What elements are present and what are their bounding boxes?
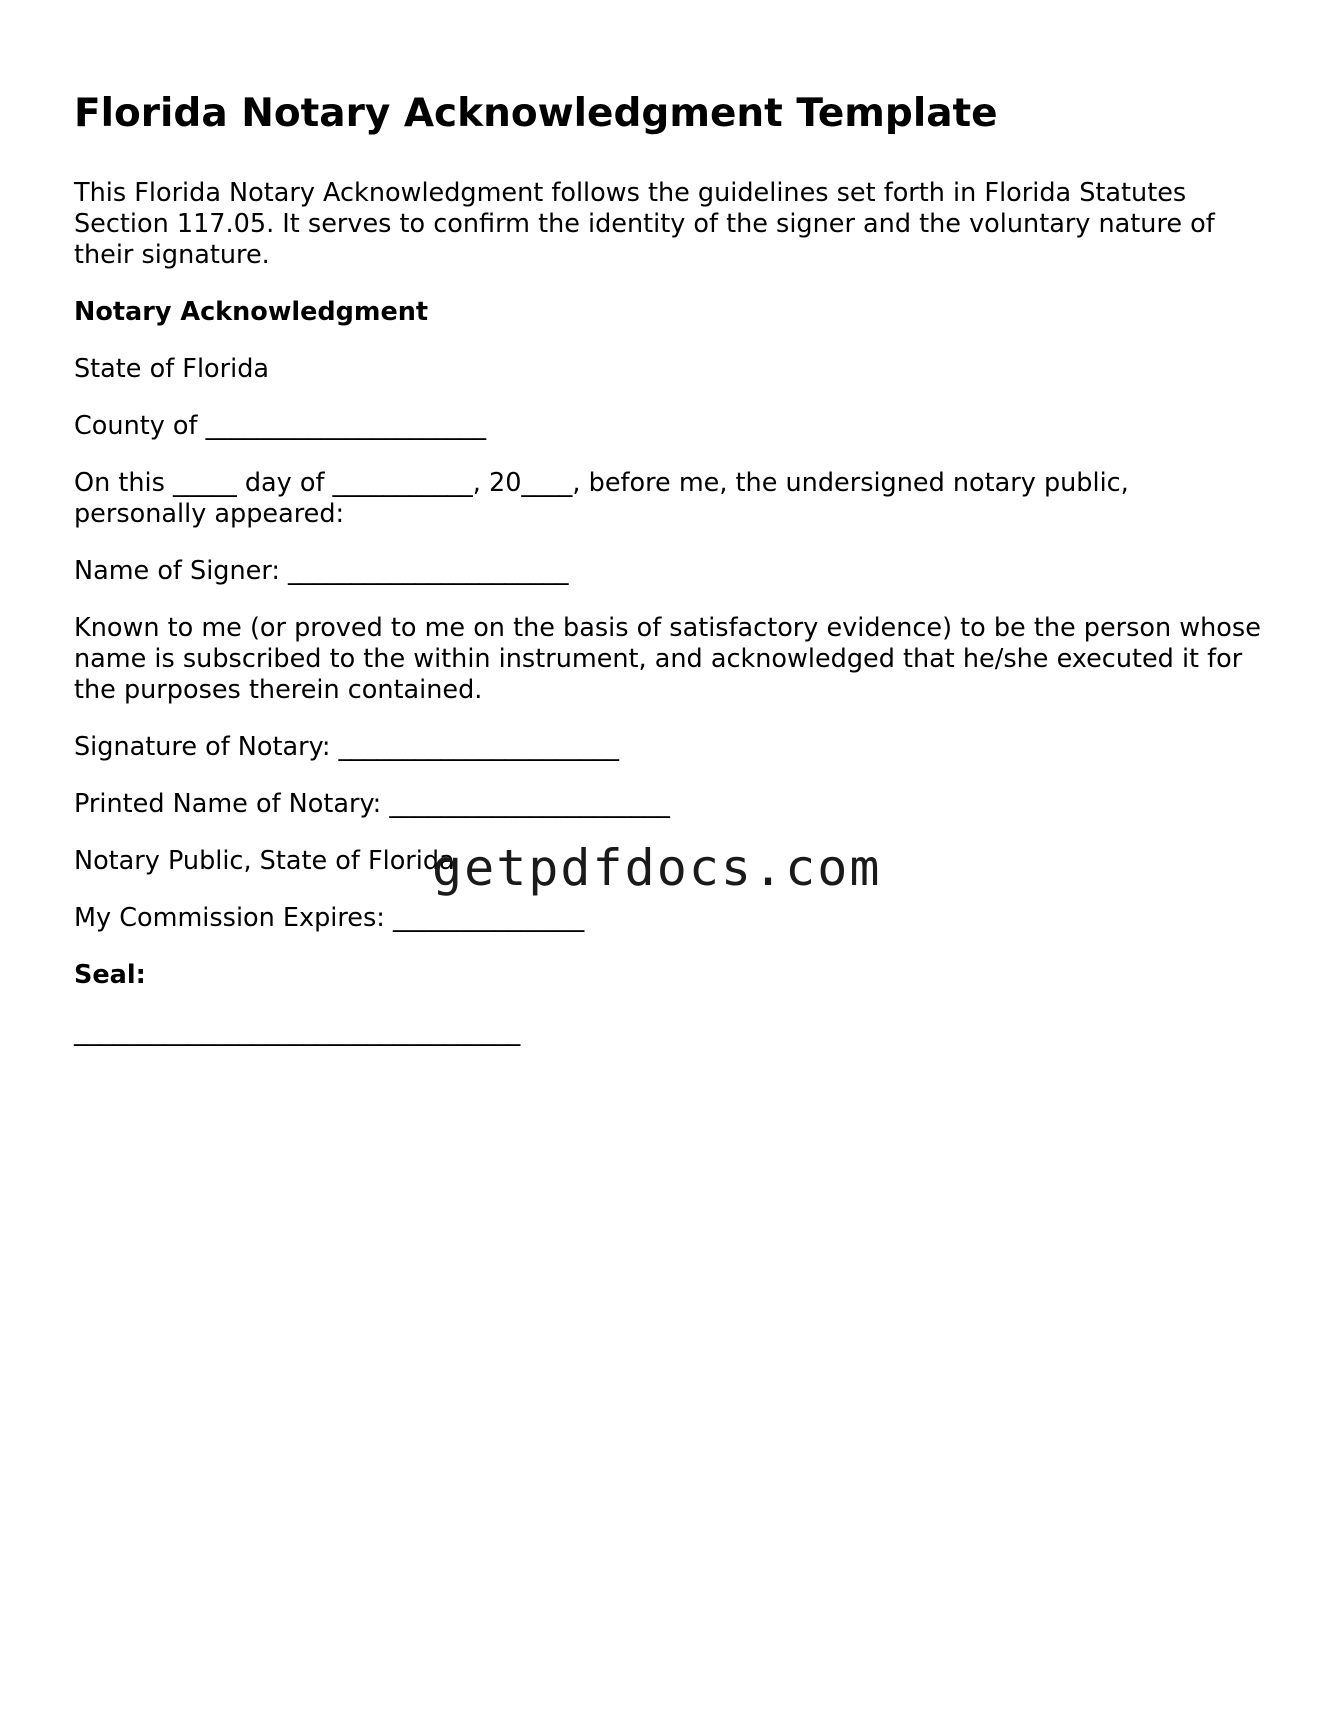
signer-name-line: Name of Signer: ______________________ (74, 556, 569, 586)
document-title: Florida Notary Acknowledgment Template (74, 91, 998, 136)
seal-label: Seal: (74, 960, 146, 990)
acknowledgment-paragraph: Known to me (or proved to me on the basis of satisfactory evidence) to be the person whose name is subscribed to the within instrument, and acknowledged that he/she executed it for the purposes therein contained. (74, 613, 1261, 705)
seal-blank-line: ___________________________________ (74, 1017, 521, 1047)
section-heading: Notary Acknowledgment (74, 297, 429, 327)
state-line: State of Florida (74, 354, 270, 384)
notary-signature-line: Signature of Notary: ______________________ (74, 732, 620, 762)
notary-public-line: Notary Public, State of Florida (74, 846, 455, 876)
county-line: County of ______________________ (74, 411, 487, 441)
date-line: On this _____ day of ___________, 20____, before me, the undersigned notary public, personally appeared: (74, 468, 1129, 529)
commission-expires-line: My Commission Expires: _______________ (74, 903, 585, 933)
intro-paragraph: This Florida Notary Acknowledgment follows the guidelines set forth in Florida Statutes Section 117.05. It serves to confirm the identity of the signer and the voluntary nature of their signature. (74, 178, 1215, 270)
notary-printed-name-line: Printed Name of Notary: ______________________ (74, 789, 670, 819)
watermark: getpdfdocs.com (432, 839, 882, 897)
document-body (74, 88, 1264, 1074)
